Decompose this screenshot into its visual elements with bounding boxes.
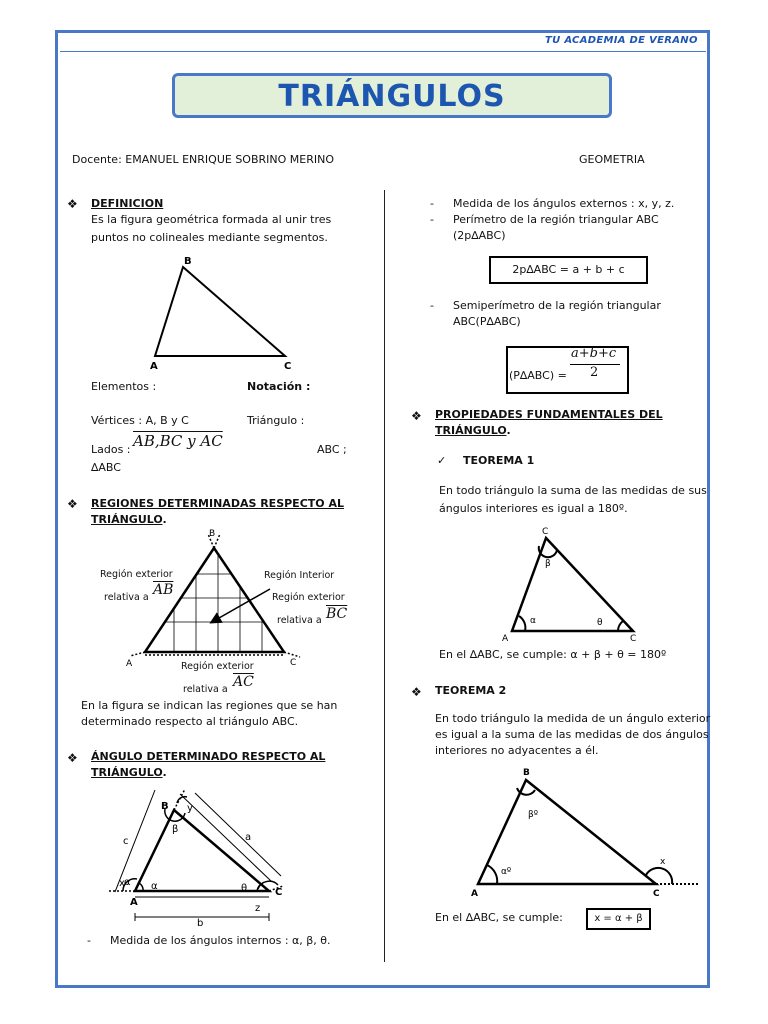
- semi-formula-left: (P∆ABC) =: [509, 369, 567, 382]
- fig4-alpha: α: [530, 616, 536, 626]
- segment-ab: $\overline{AB}$: [153, 582, 174, 598]
- regions-figure: [118, 526, 318, 701]
- semi-denominator: 2: [590, 365, 599, 380]
- fig4-theta: θ: [597, 618, 603, 628]
- subject-name: GEOMETRIA: [579, 153, 645, 166]
- bullet-diamond-icon: ❖: [411, 685, 422, 699]
- region-vertex-b: B: [209, 529, 216, 539]
- fig3-vertex-a: A: [130, 897, 138, 908]
- t2-result: En el ∆ABC, se cumple:: [435, 911, 563, 924]
- regiones-title-2: TRIÁNGULO.: [91, 513, 167, 526]
- externos-text: Medida de los ángulos externos : x, y, z.: [453, 197, 675, 210]
- ext-ab-label-2: relativa a: [104, 592, 149, 603]
- angulo-title-1: ÁNGULO DETERMINADO RESPECTO AL: [91, 750, 326, 763]
- regiones-text-1: En la figura se indican las regiones que se han: [81, 699, 338, 712]
- fig3-theta: θ: [241, 883, 248, 894]
- vertex-c-label: C: [284, 361, 292, 372]
- perimetro-text-1: Perímetro de la región triangular ABC: [453, 213, 659, 226]
- t2-line-2: es igual a la suma de las medidas de dos ángulos: [435, 728, 709, 741]
- header-divider: [60, 51, 706, 52]
- fig3-side-c: c: [123, 836, 129, 847]
- t2-formula-box: x = α + β: [586, 908, 651, 930]
- bullet-diamond-icon: ❖: [411, 409, 422, 423]
- fig4-vertex-c: C: [630, 634, 637, 644]
- t2-line-1: En todo triángulo la medida de un ángulo exterior: [435, 712, 711, 725]
- fig5-alpha: αº: [501, 867, 512, 877]
- fig4-vertex-c-top: C: [542, 527, 549, 537]
- teorema2-title: TEOREMA 2: [435, 684, 507, 697]
- triangle-abc-shape: [135, 810, 269, 891]
- vertices-text: Vértices : A, B y C: [91, 414, 189, 427]
- theorem1-figure: [495, 524, 645, 646]
- ext-ab-label-1: Región exterior: [100, 569, 173, 580]
- bullet-diamond-icon: ❖: [67, 197, 78, 211]
- semi-numerator: a+b+c: [571, 346, 617, 361]
- academy-label: TU ACADEMIA DE VERANO: [545, 35, 698, 46]
- vertex-b-label: B: [184, 256, 192, 267]
- lados-expression: AB,BC y AC: [133, 432, 223, 450]
- teorema1-title: TEOREMA 1: [463, 454, 535, 467]
- ext-bc-label-1: Región exterior: [272, 592, 345, 603]
- fig4-vertex-a: A: [502, 634, 509, 644]
- abc-semicolon: ABC ;: [317, 443, 347, 456]
- theorem2-figure: [460, 762, 710, 902]
- region-vertex-c: C: [290, 658, 297, 668]
- region-vertex-a: A: [126, 659, 133, 669]
- t1-line-1: En todo triángulo la suma de las medidas de sus: [439, 484, 707, 497]
- fig5-vertex-a: A: [471, 889, 478, 899]
- t2-line-3: interiores no adyacentes a él.: [435, 744, 599, 757]
- fig3-vertex-b: B: [161, 801, 169, 812]
- external-angles-figure: [95, 785, 305, 930]
- perimetro-formula-box: 2p∆ABC = a + b + c: [489, 256, 648, 284]
- angulo-title-2: TRIÁNGULO.: [91, 766, 167, 779]
- notacion-label: Notación :: [247, 380, 311, 393]
- fig3-angle-y: y: [187, 803, 193, 814]
- fig5-vertex-b: B: [523, 768, 530, 778]
- page-title: TRIÁNGULOS: [278, 79, 506, 114]
- triangle-figure-1: [140, 252, 310, 377]
- lados-label: Lados :: [91, 443, 131, 456]
- regiones-title-1: REGIONES DETERMINADAS RESPECTO AL: [91, 497, 344, 510]
- semi-text-1: Semiperímetro de la región triangular: [453, 299, 661, 312]
- prop-title-2: TRIÁNGULO.: [435, 424, 511, 437]
- fig5-beta: βº: [528, 810, 538, 820]
- definicion-title: DEFINICION: [91, 197, 164, 210]
- prop-title-1: PROPIEDADES FUNDAMENTALES DEL: [435, 408, 663, 421]
- regiones-text-2: determinado respecto al triángulo ABC.: [81, 715, 299, 728]
- segment-ac: $\overline{AC}$: [233, 674, 254, 690]
- bullet-diamond-icon: ❖: [67, 751, 78, 765]
- fig3-angle-x: x: [119, 878, 125, 889]
- fig3-vertex-c: C: [275, 887, 283, 898]
- internos-text: Medida de los ángulos internos : α, β, θ.: [110, 934, 331, 947]
- t1-line-2: ángulos interiores es igual a 180º.: [439, 502, 628, 515]
- fig5-vertex-c: C: [653, 889, 660, 899]
- fig4-beta: β: [545, 559, 551, 569]
- check-icon: ✓: [437, 454, 447, 467]
- fig3-alpha-1: α: [124, 877, 131, 888]
- perimetro-text-2: (2p∆ABC): [453, 229, 506, 242]
- teacher-name: Docente: EMANUEL ENRIQUE SOBRINO MERINO: [72, 153, 334, 166]
- fig3-angle-z: z: [255, 903, 261, 914]
- semi-text-2: ABC(P∆ABC): [453, 315, 521, 328]
- vertex-a-label: A: [150, 361, 158, 372]
- ext-bc-label-2: relativa a: [277, 615, 322, 626]
- fig3-alpha-2: α: [151, 881, 158, 892]
- dash-bullet: -: [430, 197, 434, 210]
- triangle-abc-shape: [155, 267, 285, 356]
- fig5-x: x: [660, 857, 666, 867]
- region-triangle-shape: [145, 548, 284, 652]
- dash-bullet: -: [87, 934, 91, 947]
- definicion-line2: puntos no colineales mediante segmentos.: [91, 231, 328, 244]
- fig3-angle-beta: β: [172, 824, 179, 835]
- definicion-line1: Es la figura geométrica formada al unir tres: [91, 213, 332, 226]
- segment-bc: $\overline{BC}$: [326, 606, 348, 622]
- elementos-label: Elementos :: [91, 380, 157, 393]
- bullet-diamond-icon: ❖: [67, 497, 78, 511]
- t1-result: En el ∆ABC, se cumple: α + β + θ = 180º: [439, 648, 667, 661]
- triangulo-label: Triángulo :: [247, 414, 305, 427]
- interior-label: Región Interior: [264, 570, 335, 581]
- dash-bullet: -: [430, 213, 434, 226]
- title-box: [172, 73, 612, 118]
- column-divider: [384, 190, 385, 962]
- dash-bullet: -: [430, 299, 434, 312]
- delta-abc-text: ∆ABC: [91, 461, 121, 474]
- ext-ac-label-2: relativa a: [183, 684, 228, 695]
- fig3-side-a: a: [245, 832, 252, 843]
- fig3-side-b: b: [197, 918, 204, 929]
- ext-ac-label-1: Región exterior: [181, 661, 254, 672]
